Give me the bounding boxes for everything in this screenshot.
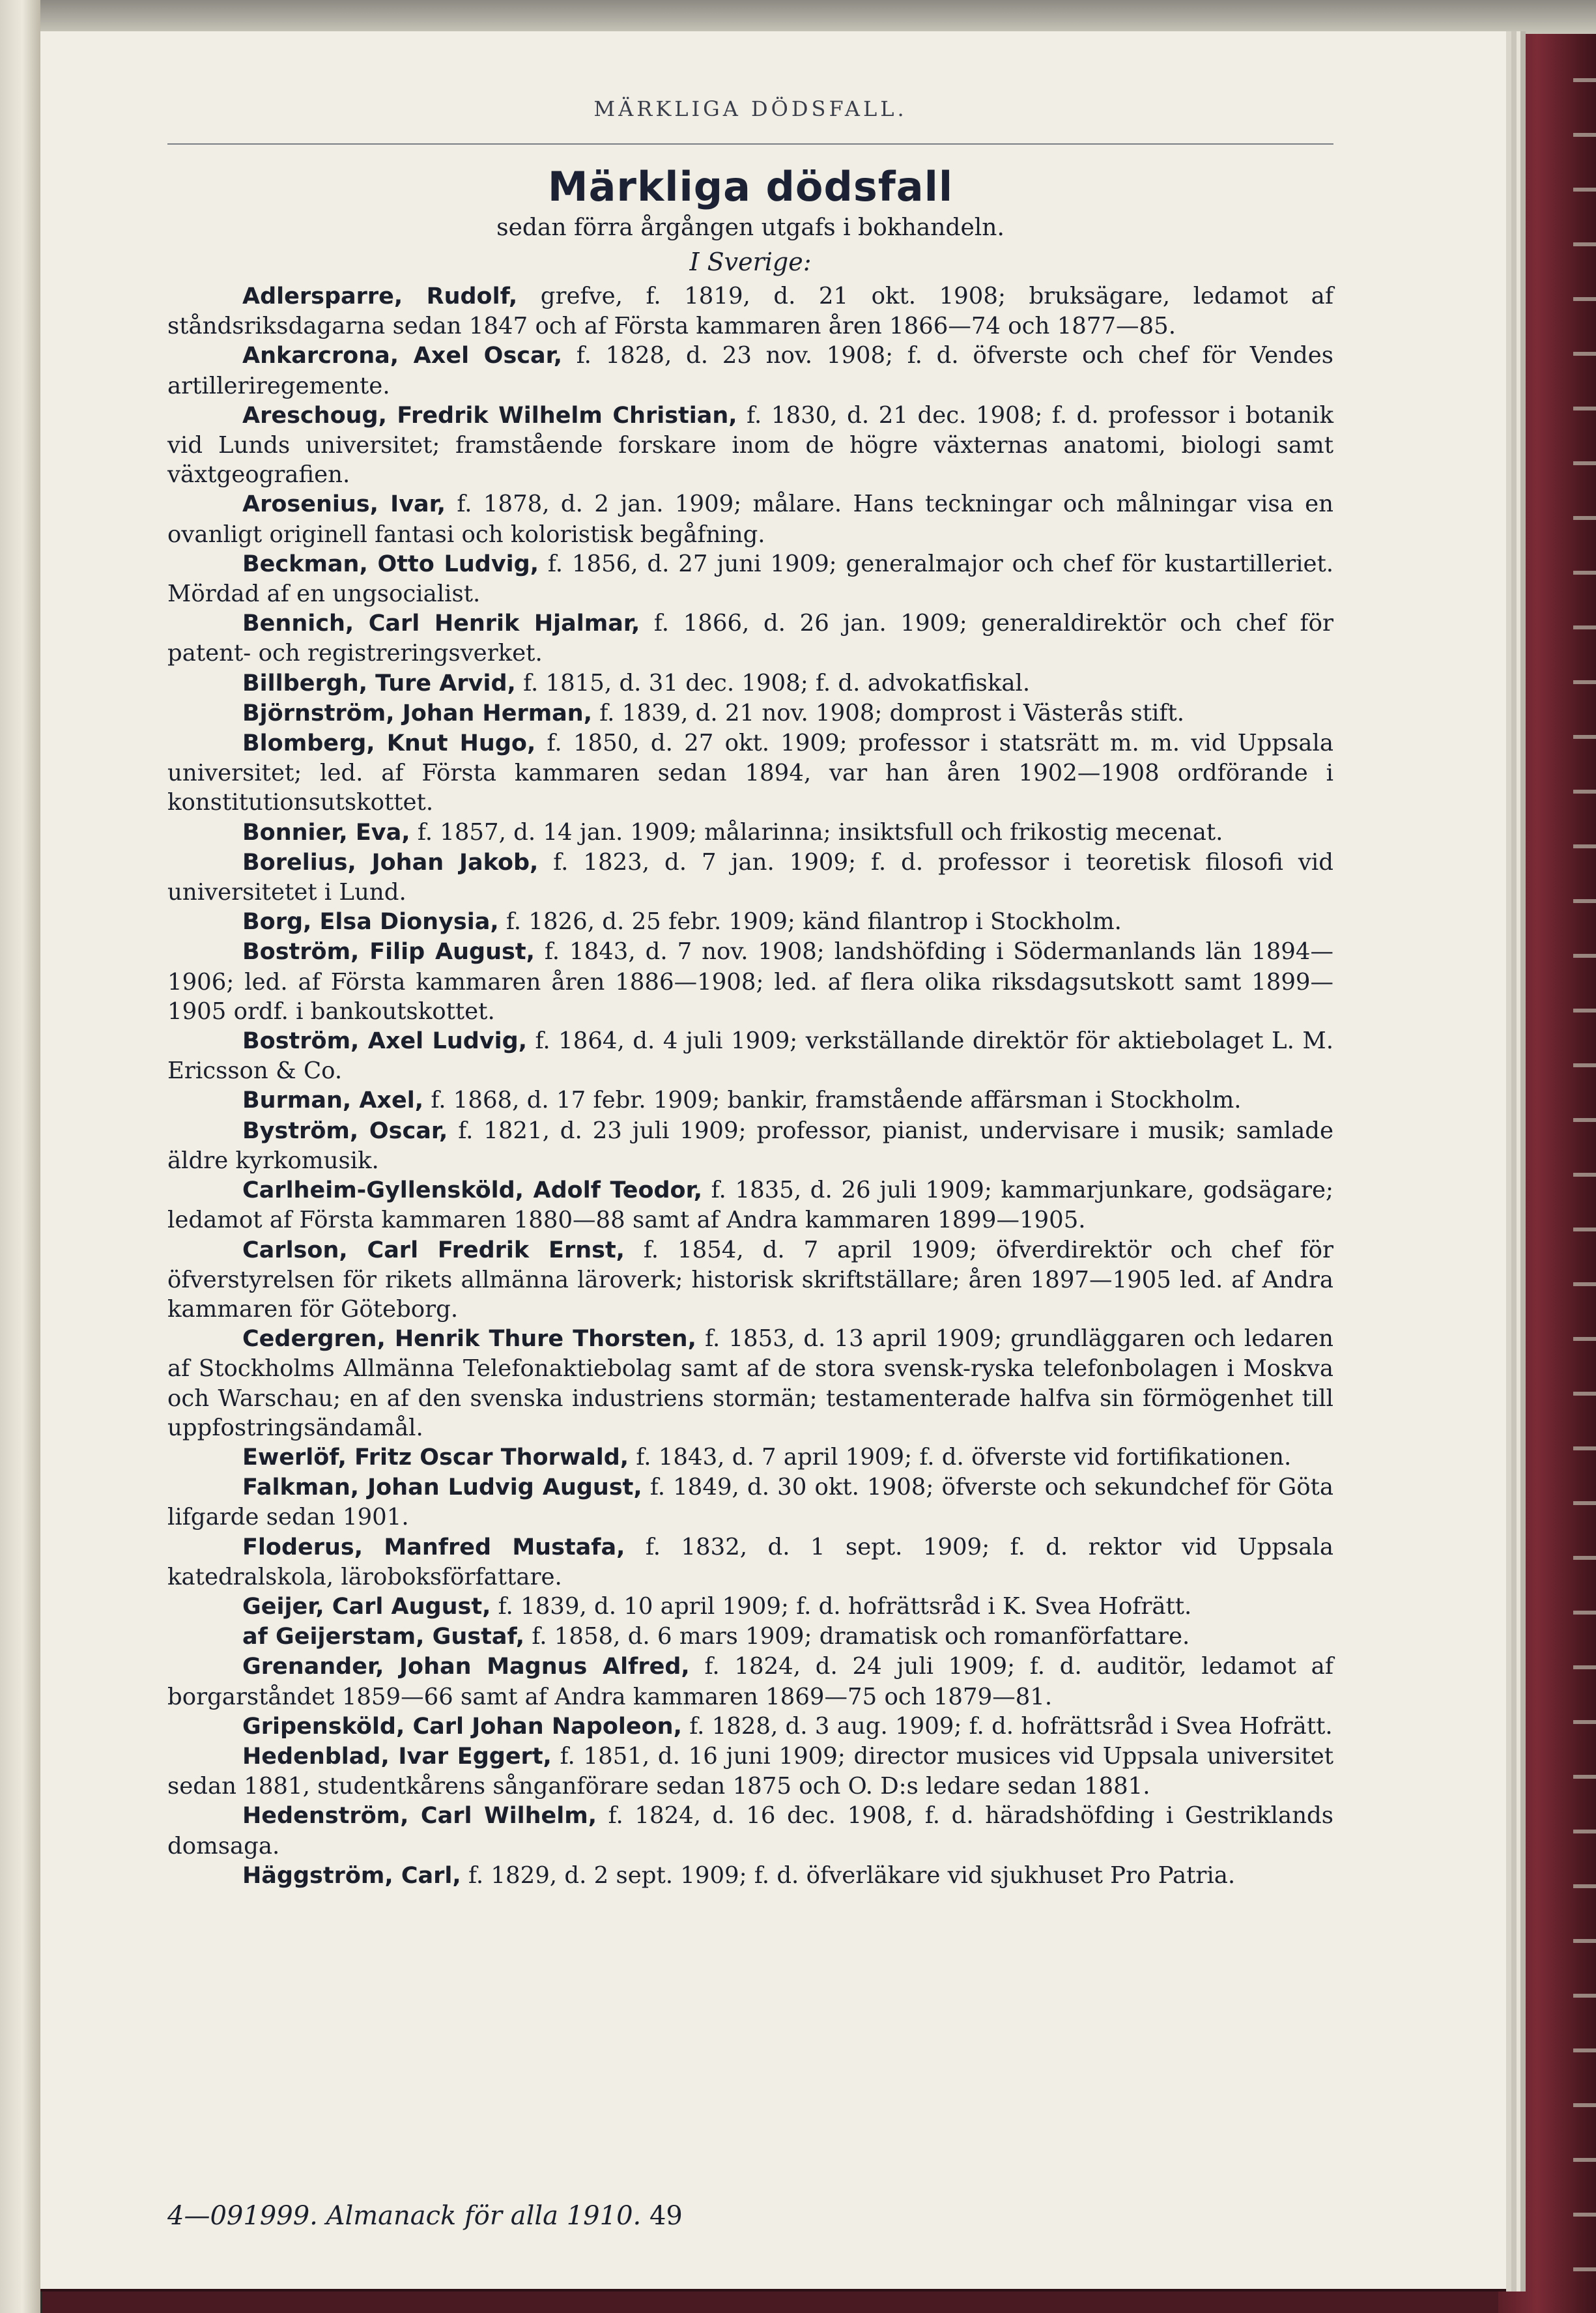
page-content: [167, 96, 1333, 1891]
entry-text: f. 1821, d. 23 juli 1909; professor, pianist, undervisare i musik; samlade äldre kyrkomusik.: [167, 1117, 1333, 1174]
entry-name: Borelius, Johan Jakob,: [242, 849, 539, 876]
entry-name: Areschoug, Fredrik Wilhelm Christian,: [242, 402, 737, 429]
page-number: 49: [649, 2201, 683, 2231]
list-item: [167, 549, 1333, 609]
list-item: [167, 489, 1333, 549]
list-item: [167, 1801, 1333, 1860]
list-item: [167, 341, 1333, 400]
list-item: [167, 401, 1333, 490]
page-title: Märkliga dödsfall: [547, 163, 954, 210]
list-item: [167, 1652, 1333, 1711]
entry-text: f. 1857, d. 14 jan. 1909; målarinna; insiktsfull och frikostig mecenat.: [410, 818, 1223, 846]
list-item: [167, 1175, 1333, 1235]
list-item: [167, 1742, 1333, 1801]
entry-text: f. 1851, d. 16 juni 1909; director musices vid Uppsala universitet sedan 1881, studentkårens sånganförare sedan 1875 och O. D:s ledare sedan 1881.: [167, 1742, 1333, 1800]
entry-name: Borg, Elsa Dionysia,: [242, 909, 499, 936]
list-item: [167, 848, 1333, 907]
facing-page-edge: [0, 0, 42, 2313]
list-item: [167, 1622, 1333, 1652]
book-page: [40, 31, 1506, 2291]
page-subtitle: sedan förra årgången utgafs i bokhandeln.: [496, 214, 1005, 241]
entry-name: Geijer, Carl August,: [242, 1593, 491, 1620]
entry-text: f. 1850, d. 27 okt. 1909; professor i statsrätt m. m. vid Uppsala universitet; led. af Första kammaren sedan 1894, var han åren 1902—1908 ordförande i konstitutionsutskottet.: [167, 730, 1333, 816]
entry-text: f. 1864, d. 4 juli 1909; verkställande direktör för aktiebolaget L. M. Ericsson & Co.: [167, 1027, 1334, 1085]
entry-text: f. 1849, d. 30 okt. 1908; öfverste och sekundchef för Göta lifgarde sedan 1901.: [167, 1474, 1333, 1531]
list-item: [167, 1235, 1333, 1325]
entry-text: f. 1832, d. 1 sept. 1909; f. d. rektor vid Uppsala katedralskola, läroboksförfattare.: [167, 1533, 1333, 1590]
entry-text: f. 1856, d. 27 juni 1909; generalmajor och chef för kustartilleriet. Mördad af en ungsocialist.: [167, 550, 1333, 608]
entry-name: Adlersparre, Rudolf,: [242, 283, 518, 309]
list-item: [167, 1324, 1333, 1443]
list-item: [167, 609, 1333, 668]
entry-text: f. 1866, d. 26 jan. 1909; generaldirektör och chef för patent- och registreringsverket.: [167, 610, 1333, 667]
entry-text: f. 1843, d. 7 april 1909; f. d. öfverste vid fortifikationen.: [629, 1443, 1292, 1471]
entry-name: Cedergren, Henrik Thure Thorsten,: [242, 1326, 696, 1353]
entry-name: Ankarcrona, Axel Oscar,: [242, 343, 563, 369]
entry-name: Björnström, Johan Herman,: [242, 700, 593, 726]
entry-text: f. 1868, d. 17 febr. 1909; bankir, framstående affärsman i Stockholm.: [423, 1087, 1242, 1114]
list-item: [167, 728, 1333, 818]
entry-text: f. 1824, d. 24 juli 1909; f. d. auditör, ledamot af borgarståndet 1859—66 samt af Andra kammaren 1869—75 och 1879—81.: [167, 1653, 1333, 1710]
entry-text: f. 1815, d. 31 dec. 1908; f. d. advokatfiskal.: [515, 669, 1031, 697]
list-item: [167, 1026, 1333, 1085]
entry-name: Falkman, Johan Ludvig August,: [242, 1474, 642, 1501]
section-heading: I Sverige:: [689, 248, 812, 276]
list-item: [167, 937, 1333, 1026]
list-item: [167, 1861, 1333, 1891]
entry-name: Boström, Filip August,: [242, 939, 535, 966]
entry-text: f. 1823, d. 7 jan. 1909; f. d. professor i teoretisk filosofi vid universitetet i Lund.: [167, 848, 1333, 906]
entry-text: f. 1828, d. 3 aug. 1909; f. d. hofrättsråd i Svea Hofrätt.: [681, 1712, 1333, 1740]
list-item: [167, 1712, 1333, 1742]
entry-text: f. 1843, d. 7 nov. 1908; landshöfding i Södermanlands län 1894—1906; led. af Första kammaren åren 1886—1908; led. af flera olika riksdagsutskott samt 1899—1905 ordf. i bankoutskottet.: [167, 938, 1333, 1025]
entry-name: Beckman, Otto Ludvig,: [242, 551, 539, 577]
entry-text: f. 1853, d. 13 april 1909; grundläggaren och ledaren af Stockholms Allmänna Telefonaktiebolag samt af de stora svensk-ryska telefonbolagen i Moskva och Warschau; en af den svenska industriens stormän; testamenterade halfva sin förmögenhet till uppfostringsändamål.: [167, 1325, 1333, 1441]
entry-name: Gripensköld, Carl Johan Napoleon,: [242, 1713, 682, 1740]
obituary-list: [167, 281, 1333, 1891]
entry-text: f. 1824, d. 16 dec. 1908, f. d. häradshöfding i Gestriklands domsaga.: [167, 1802, 1333, 1860]
entry-name: Blomberg, Knut Hugo,: [242, 730, 536, 757]
entry-name: Billbergh, Ture Arvid,: [242, 670, 516, 697]
binding-texture: [1573, 78, 1596, 2280]
entry-text: f. 1854, d. 7 april 1909; öfverdirektör och chef för öfverstyrelsen för rikets allmänna läroverk; historisk skriftställare; åren 1897—1905 led. af Andra kammaren för Göteborg.: [167, 1236, 1333, 1323]
entry-text: f. 1828, d. 23 nov. 1908; f. d. öfverste och chef för Vendes artilleriregemente.: [167, 342, 1333, 399]
list-item: [167, 907, 1333, 937]
entry-text: f. 1830, d. 21 dec. 1908; f. d. professor i botanik vid Lunds universitet; framstående forskare inom de högre växternas anatomi, biologi samt växtgeografien.: [167, 401, 1333, 489]
list-item: [167, 1473, 1333, 1532]
running-head: MÄRKLIGA DÖDSFALL.: [167, 96, 1333, 145]
entry-text: f. 1839, d. 21 nov. 1908; domprost i Västerås stift.: [592, 699, 1185, 726]
list-item: [167, 1592, 1333, 1622]
entry-name: Hedenblad, Ivar Eggert,: [242, 1743, 552, 1770]
list-item: [167, 1085, 1333, 1115]
entry-name: Hedenström, Carl Wilhelm,: [242, 1803, 597, 1830]
entry-name: Ewerlöf, Fritz Oscar Thorwald,: [242, 1444, 629, 1471]
entry-name: Burman, Axel,: [242, 1087, 424, 1114]
entry-name: af Geijerstam, Gustaf,: [242, 1624, 525, 1650]
list-item: [167, 281, 1333, 341]
list-item: [167, 818, 1333, 848]
entry-name: Byström, Oscar,: [242, 1117, 448, 1144]
top-shadow: [40, 0, 1596, 34]
entry-name: Häggström, Carl,: [242, 1862, 461, 1889]
list-item: [167, 1443, 1333, 1473]
list-item: [167, 1532, 1333, 1592]
list-item: [167, 668, 1333, 698]
entry-name: Boström, Axel Ludvig,: [242, 1028, 527, 1055]
entry-name: Bennich, Carl Henrik Hjalmar,: [242, 611, 640, 637]
list-item: [167, 1116, 1333, 1175]
entry-name: Arosenius, Ivar,: [242, 491, 446, 518]
page-footer: [167, 2201, 683, 2231]
entry-text: f. 1835, d. 26 juli 1909; kammarjunkare, godsägare; ledamot af Första kammaren 1880—88 samt af Andra kammaren 1899—1905.: [167, 1177, 1333, 1234]
entry-name: Grenander, Johan Magnus Alfred,: [242, 1654, 690, 1680]
entry-name: Carlson, Carl Fredrik Ernst,: [242, 1237, 625, 1263]
entry-text: f. 1829, d. 2 sept. 1909; f. d. öfverläkare vid sjukhuset Pro Patria.: [461, 1861, 1236, 1889]
entry-text: f. 1826, d. 25 febr. 1909; känd filantrop i Stockholm.: [498, 908, 1122, 936]
entry-text: f. 1839, d. 10 april 1909; f. d. hofrättsråd i K. Svea Hofrätt.: [491, 1592, 1192, 1620]
list-item: [167, 698, 1333, 728]
printer-signature: 4—091999. Almanack för alla 1910.: [167, 2201, 642, 2231]
entry-text: f. 1878, d. 2 jan. 1909; målare. Hans teckningar och målningar visa en ovanligt originell fantasi och koloristisk begåfning.: [167, 491, 1333, 548]
entry-name: Floderus, Manfred Mustafa,: [242, 1534, 625, 1560]
entry-name: Bonnier, Eva,: [242, 819, 410, 846]
entry-text: grefve, f. 1819, d. 21 okt. 1908; bruksägare, ledamot af ståndsriksdagarna sedan 1847 och af Första kammaren åren 1866—74 och 1877—85.: [167, 283, 1333, 340]
entry-name: Carlheim-Gyllensköld, Adolf Teodor,: [242, 1177, 703, 1204]
entry-text: f. 1858, d. 6 mars 1909; dramatisk och romanförfattare.: [524, 1623, 1190, 1650]
